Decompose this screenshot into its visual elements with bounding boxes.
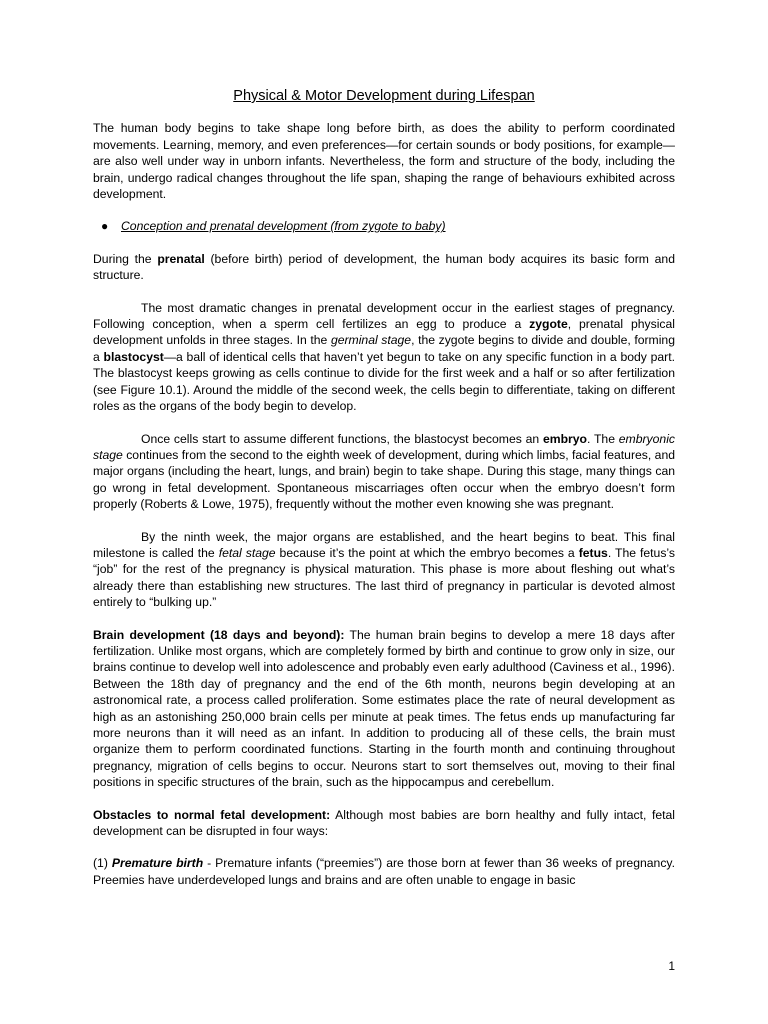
- term-embryonic-stage: embryonic stage: [93, 431, 675, 462]
- brain-development-paragraph: [93, 627, 675, 791]
- text-run: , prenatal physical development unfolds in three stages. In the: [93, 317, 675, 348]
- page-title: Physical & Motor Development during Lifespan: [233, 88, 535, 104]
- text-run: . The fetus’s “job” for the rest of the pregnancy is physical maturation. This phase is more about fleshing out what’s already there than establishing new structures. The last third of pregnancy in particular is devoted almost entirely to “bulking up.”: [93, 545, 675, 610]
- text-run: , the zygote begins to divide and double, forming a: [93, 333, 675, 364]
- germinal-paragraph: [93, 300, 675, 415]
- text-run: Once cells start to assume different functions, the blastocyst becomes an: [141, 431, 543, 446]
- prenatal-paragraph: [93, 251, 675, 284]
- term-prenatal: prenatal: [157, 251, 205, 266]
- term-zygote: zygote: [529, 317, 568, 332]
- text-run: continues from the second to the eighth week of development, during which limbs, facial features, and major organs (including the heart, lungs, and brain) begin to take shape. During this stage, many things can go wrong in fetal development. Spontaneous miscarriages often occur when the embryo doesn’t form properly (Roberts & Lowe, 1975), frequently without the mother even knowing she was pregnant.: [93, 447, 675, 512]
- term-fetus: fetus: [578, 545, 608, 560]
- text-run: - Premature infants (“preemies”) are those born at fewer than 36 weeks of pregnancy. Preemies have underdeveloped lungs and brains and are often unable to engage in basic: [93, 856, 675, 887]
- text-run: (before birth) period of development, the human body acquires its basic form and structure.: [93, 251, 675, 283]
- text-run: —a ball of identical cells that haven’t yet begun to take on any specific function in a body part. The blastocyst keeps growing as cells continue to divide for the first week and a half or so after fertilization (see Figure 10.1). Around the middle of the second week, the cells begin to differentiate, taking on different roles as the organs of the body begin to develop.: [93, 349, 676, 414]
- text-run: By the ninth week, the major organs are established, and the heart begins to beat. This final milestone is called the: [93, 529, 675, 560]
- intro-paragraph: The human body begins to take shape long before birth, as does the ability to perform coordinated movements. Learning, memory, and even preferences—for certain sounds or body positions, for example—are also well under way in unborn infants. Nevertheless, the form and structure of the body, including the brain, undergo radical changes throughout the life span, shaping the range of behaviours exhibited across development.: [93, 121, 675, 202]
- obstacles-heading: Obstacles to normal fetal development:: [93, 807, 331, 822]
- text-run: The most dramatic changes in prenatal development occur in the earliest stages of pregnancy. Following conception, when a sperm cell fertilizes an egg to produce a: [93, 300, 675, 332]
- page-number: 1: [668, 958, 675, 973]
- fetal-paragraph: [93, 529, 675, 611]
- text-run: . The: [587, 431, 619, 446]
- term-germinal-stage: germinal stage: [330, 333, 412, 348]
- term-fetal-stage: fetal stage: [218, 545, 276, 560]
- text-run: (1): [93, 856, 112, 871]
- text-run: Although most babies are born healthy and fully intact, fetal development can be disrupted in four ways:: [93, 807, 675, 839]
- obstacles-paragraph: [93, 807, 675, 840]
- term-embryo: embryo: [542, 431, 587, 446]
- term-premature-birth: Premature birth: [111, 856, 204, 871]
- text-run: During the: [93, 251, 158, 266]
- section-heading-bullet: [93, 218, 675, 234]
- embryonic-paragraph: [93, 431, 675, 513]
- bullet-icon: ●: [101, 219, 109, 234]
- text-run: The human brain begins to develop a mere 18 days after fertilization. Unlike most organs, which are completely formed by birth and continue to grow only in size, our brains continue to develop well into adolescence and probably even early adulthood (Caviness et al., 1996). Between the 18th day of pregnancy and the end of the 6th month, neurons begin developing at an astronomical rate, a process called proliferation. Some estimates place the rate of neural development as high as an astonishing 250,000 brain cells per minute at peak times. The fetus ends up manufacturing far more neurons than it will need as an infant. In addition to producing all of these cells, the brain must organize them to perform coordinated functions. Starting in the fourth month and continuing throughout pregnancy, migration of cells begins to occur. Neurons start to sort themselves out, moving to their final positions in specific structures of the brain, such as the hippocampus and cerebellum.: [93, 627, 675, 790]
- premature-birth-paragraph: [93, 855, 675, 888]
- text-run: because it’s the point at which the embryo becomes a: [275, 545, 579, 560]
- section-heading: Conception and prenatal development (from zygote to baby): [121, 219, 446, 234]
- term-blastocyst: blastocyst: [103, 349, 164, 364]
- brain-development-heading: Brain development (18 days and beyond):: [93, 627, 345, 642]
